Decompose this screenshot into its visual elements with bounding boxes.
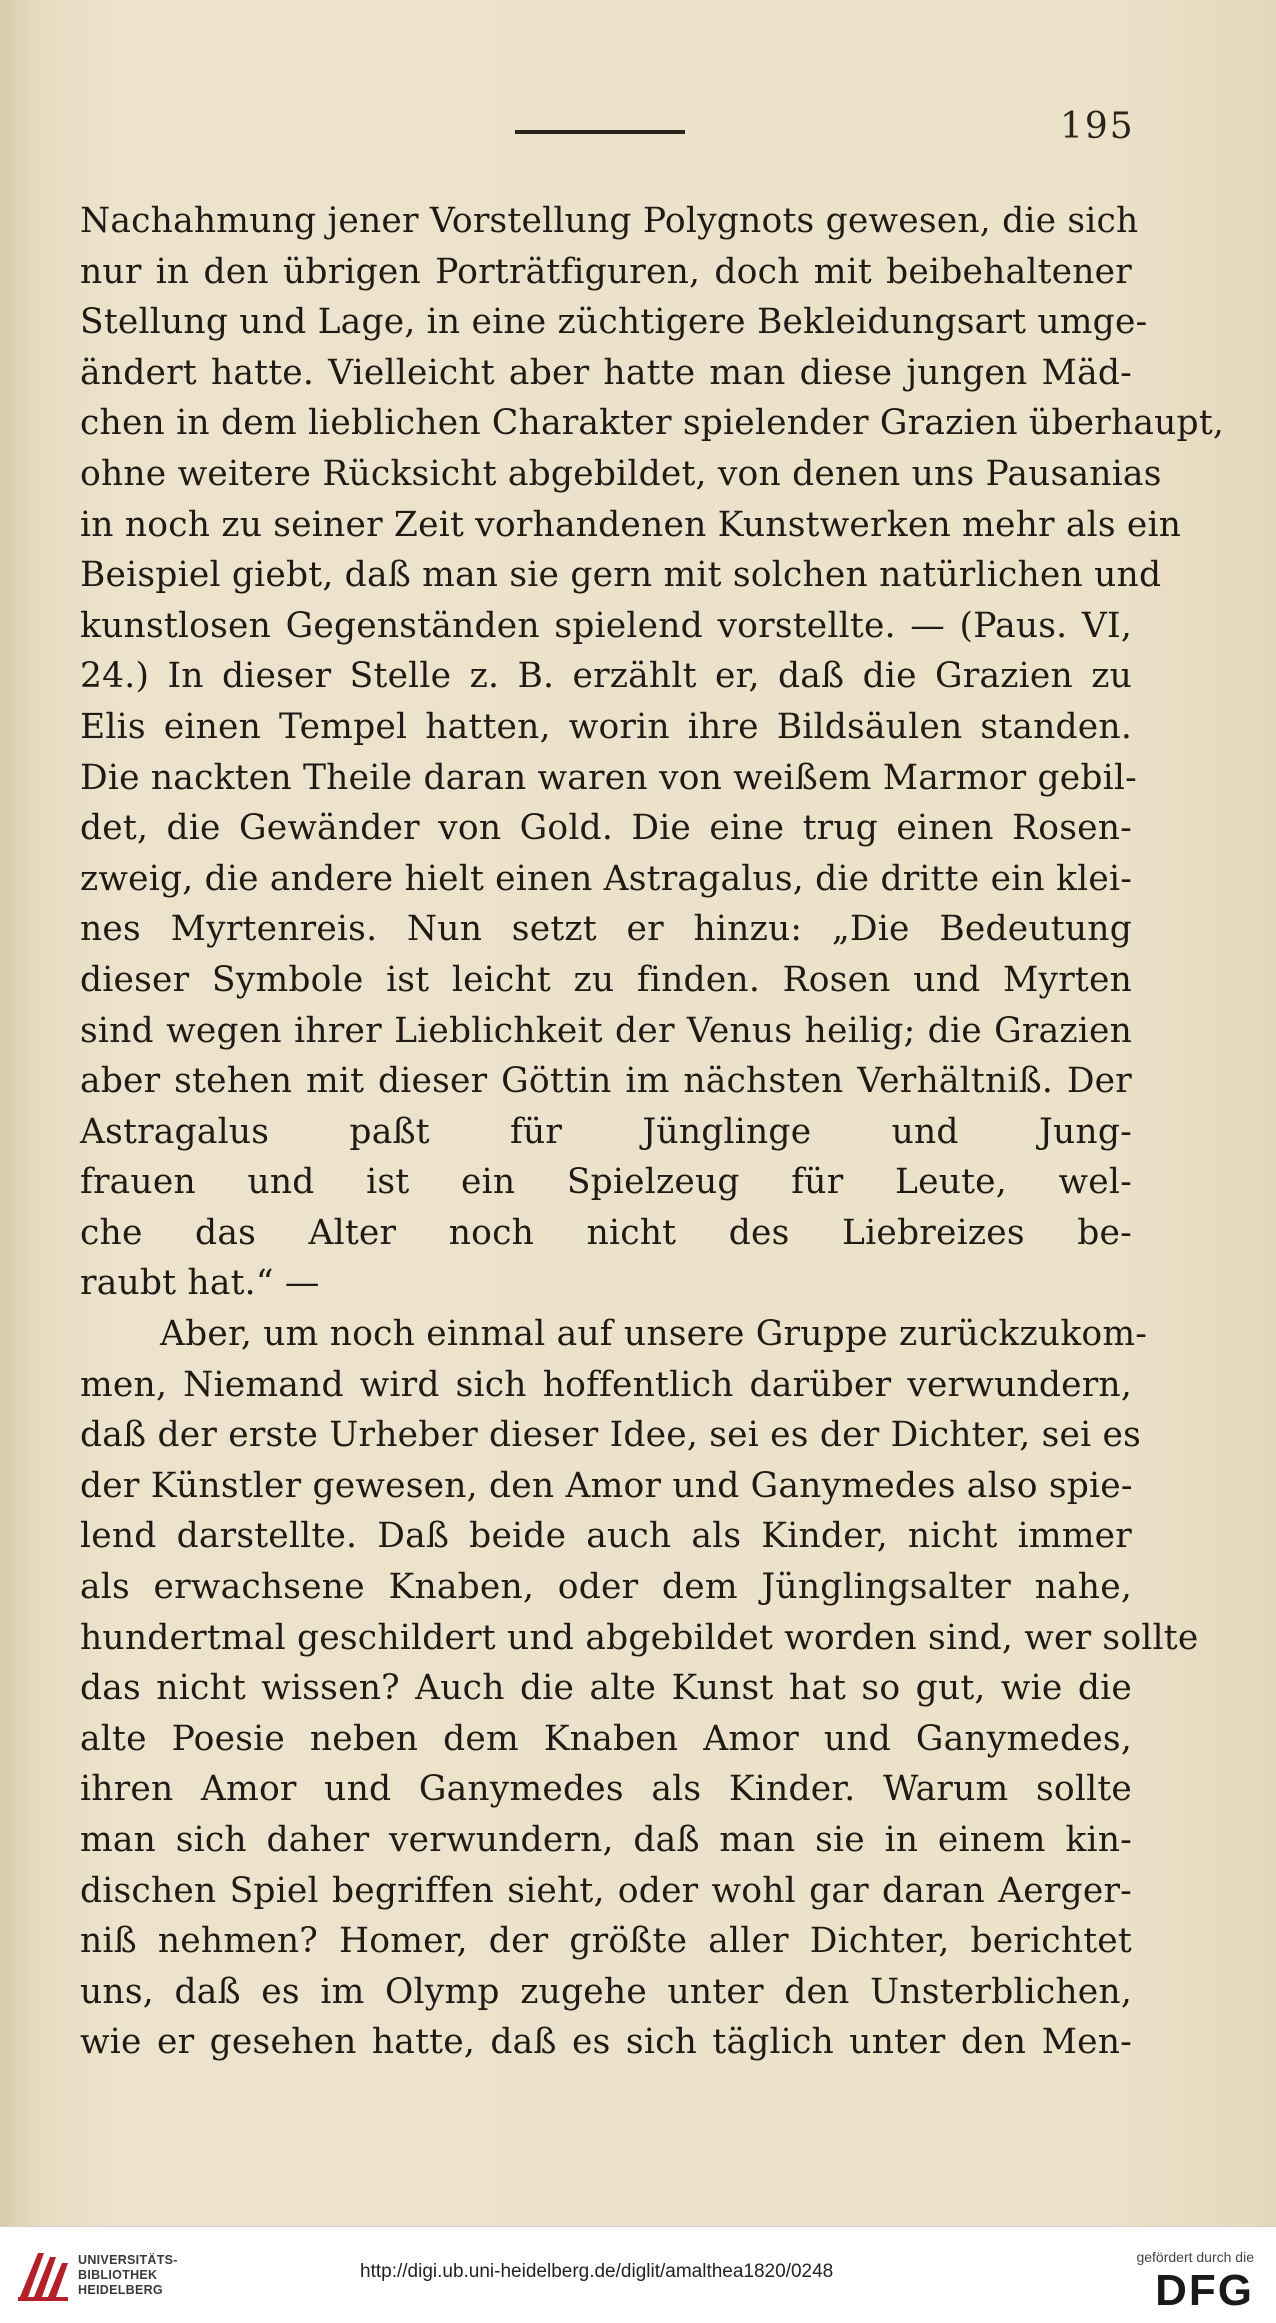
text-line: ohne weitere Rücksicht abgebildet, von denen uns Pausanias bbox=[80, 453, 1162, 494]
text-line: niß nehmen? Homer, der größte aller Dichter, berichtet bbox=[80, 1921, 1132, 1962]
body-text bbox=[80, 196, 1225, 2068]
text-line: sind wegen ihrer Lieblichkeit der Venus heilig; die Grazien bbox=[80, 1010, 1132, 1051]
text-line: Beispiel giebt, daß man sie gern mit solchen natürlichen und bbox=[80, 555, 1162, 596]
text-line: Nachahmung jener Vorstellung Polygnots gewesen, die sich bbox=[80, 201, 1139, 241]
text-line: nur in den übrigen Porträtfiguren, doch mit beibehaltener bbox=[80, 251, 1132, 292]
text-line: uns, daß es im Olymp zugehe unter den Unsterblichen, bbox=[80, 1971, 1132, 2012]
text-line: frauen und ist ein Spielzeug für Leute, wel- bbox=[80, 1162, 1132, 1203]
text-line: zweig, die andere hielt einen Astragalus, die dritte ein klei- bbox=[80, 858, 1133, 899]
text-line: Astragalus paßt für Jünglinge und Jung- bbox=[80, 1111, 1132, 1152]
text-line: ihren Amor und Ganymedes als Kinder. Warum sollte bbox=[80, 1769, 1132, 1810]
text-line: hundertmal geschildert und abgebildet worden sind, wer sollte bbox=[80, 1617, 1199, 1658]
page-number: 195 bbox=[1060, 106, 1135, 147]
funder-label: gefördert durch die bbox=[1136, 2249, 1254, 2265]
text-line: man sich daher verwundern, daß man sie in einem kin- bbox=[80, 1820, 1132, 1860]
text-line: Die nackten Theile daran waren von weißem Marmor gebil- bbox=[80, 757, 1137, 798]
text-line: 24.) In dieser Stelle z. B. erzählt er, daß die Grazien zu bbox=[80, 656, 1132, 697]
text-line: det, die Gewänder von Gold. Die eine trug einen Rosen- bbox=[80, 808, 1132, 849]
text-line: wie er gesehen hatte, daß es sich täglich unter den Men- bbox=[80, 2022, 1132, 2063]
text-line: men, Niemand wird sich hoffentlich darüber verwundern, bbox=[80, 1364, 1132, 1405]
text-line: als erwachsene Knaben, oder dem Jünglingsalter nahe, bbox=[80, 1567, 1132, 1608]
text-line: dischen Spiel begriffen sieht, oder wohl gar daran Aerger- bbox=[80, 1870, 1132, 1911]
viewer-footer bbox=[0, 2226, 1276, 2323]
dfg-logo[interactable]: DFG bbox=[1155, 2266, 1254, 2315]
text-line: Elis einen Tempel hatten, worin ihre Bildsäulen standen. bbox=[80, 706, 1132, 747]
text-line: das nicht wissen? Auch die alte Kunst hat so gut, wie die bbox=[80, 1668, 1132, 1709]
text-line: Aber, um noch einmal auf unsere Gruppe zurückzukom- bbox=[160, 1314, 1148, 1355]
text-line: der Künstler gewesen, den Amor und Ganymedes also spie- bbox=[80, 1465, 1133, 1506]
text-line: in noch zu seiner Zeit vorhandenen Kunstwerken mehr als ein bbox=[80, 504, 1182, 545]
text-line: nes Myrtenreis. Nun setzt er hinzu: „Die Bedeutung bbox=[80, 909, 1132, 950]
text-line: Stellung und Lage, in eine züchtigere Bekleidungsart umge- bbox=[80, 302, 1148, 343]
university-seal-icon[interactable] bbox=[14, 2247, 70, 2305]
text-line: ändert hatte. Vielleicht aber hatte man diese jungen Mäd- bbox=[80, 352, 1132, 393]
header-rule bbox=[515, 130, 685, 134]
text-line: daß der erste Urheber dieser Idee, sei es der Dichter, sei es bbox=[80, 1415, 1142, 1456]
text-line: dieser Symbole ist leicht zu finden. Rosen und Myrten bbox=[80, 959, 1132, 1000]
text-line: aber stehen mit dieser Göttin im nächsten Verhältniß. Der bbox=[80, 1061, 1132, 1102]
library-name[interactable]: UNIVERSITÄTS- BIBLIOTHEK HEIDELBERG bbox=[78, 2253, 178, 2297]
text-line: raubt hat.“ — bbox=[80, 1263, 320, 1304]
text-line: alte Poesie neben dem Knaben Amor und Ganymedes, bbox=[80, 1718, 1132, 1759]
text-line: chen in dem lieblichen Charakter spielender Grazien überhaupt, bbox=[80, 403, 1225, 444]
text-line: kunstlosen Gegenständen spielend vorstellte. — (Paus. VI, bbox=[80, 605, 1132, 646]
text-line: lend darstellte. Daß beide auch als Kinder, nicht immer bbox=[80, 1516, 1132, 1557]
permalink-url[interactable]: http://digi.ub.uni-heidelberg.de/diglit/amalthea1820/0248 bbox=[360, 2261, 834, 2282]
text-line: che das Alter noch nicht des Liebreizes be- bbox=[80, 1212, 1132, 1253]
